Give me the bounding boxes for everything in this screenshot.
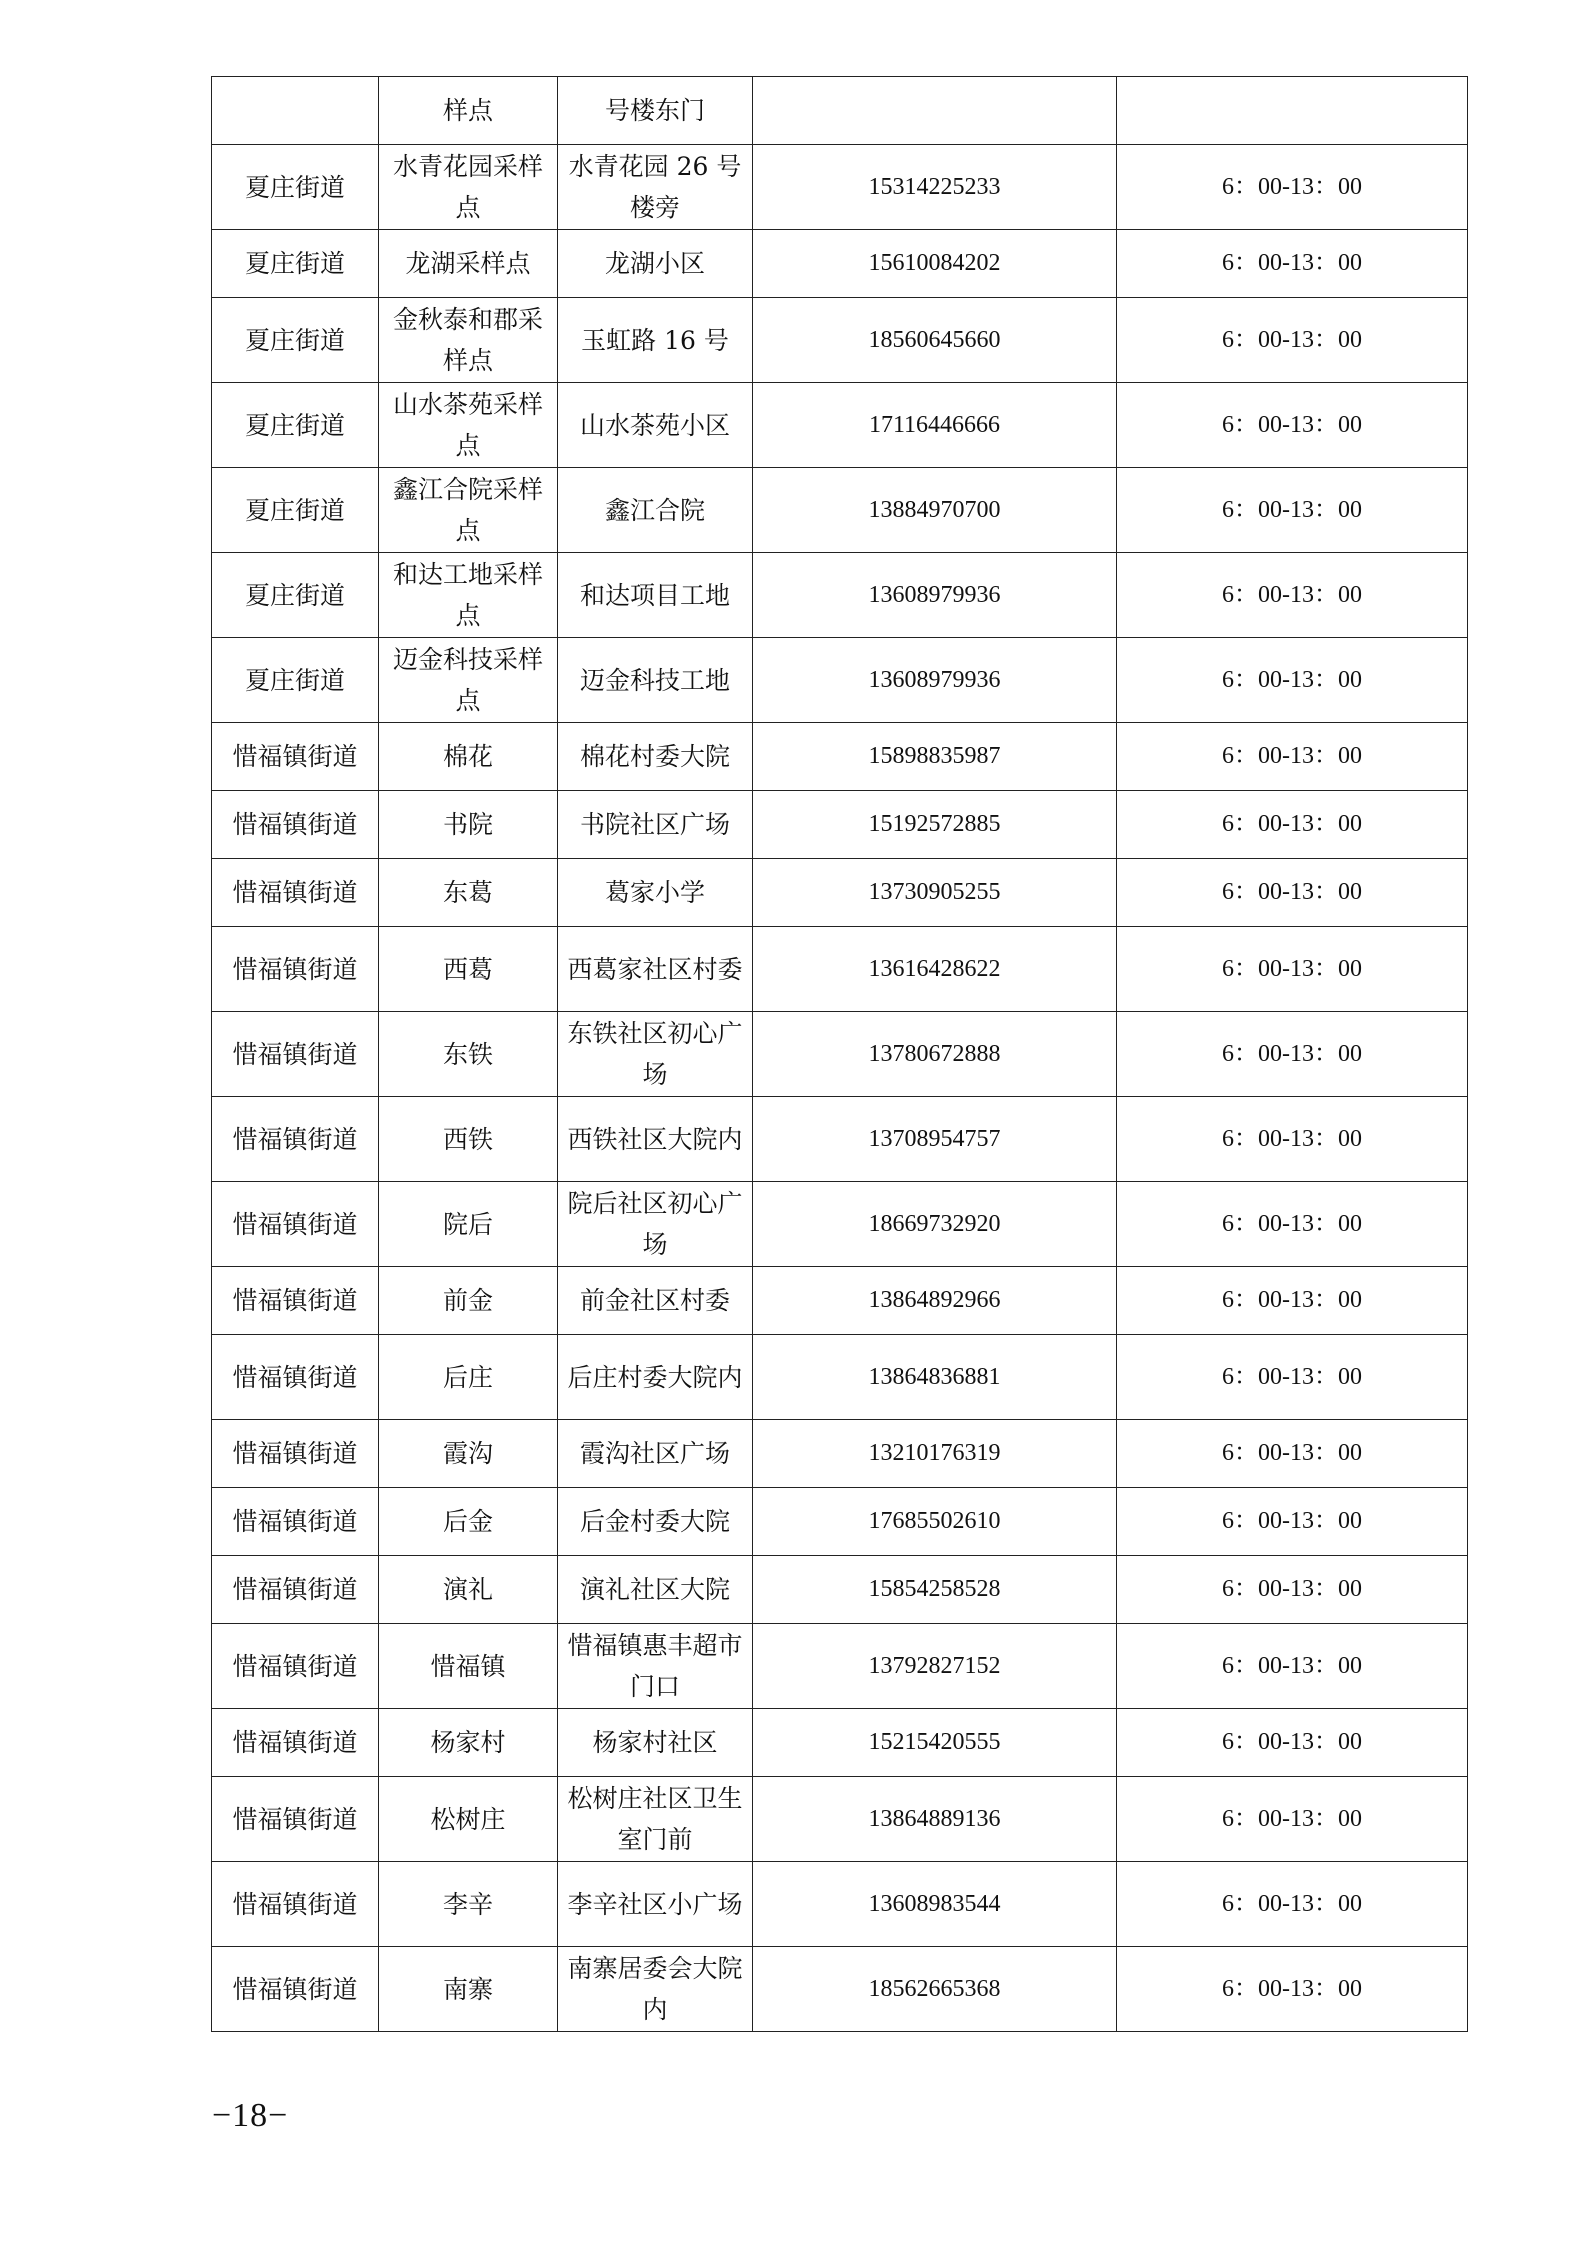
sampling-point-cell: 东葛 [379,859,558,927]
phone-cell: 17685502610 [753,1488,1117,1556]
address-cell: 后庄村委大院内 [558,1335,753,1420]
street-cell: 夏庄街道 [212,383,379,468]
address-cell: 杨家村社区 [558,1709,753,1777]
phone-cell: 13608979936 [753,553,1117,638]
sampling-points-table [211,76,1468,2032]
street-cell: 惜福镇街道 [212,1420,379,1488]
street-cell: 夏庄街道 [212,298,379,383]
address-cell: 院后社区初心广场 [558,1182,753,1267]
sampling-point-cell: 样点 [379,77,558,145]
phone-cell: 15610084202 [753,230,1117,298]
sampling-point-cell: 和达工地采样点 [379,553,558,638]
hours-cell: 6：00-13：00 [1117,791,1468,859]
phone-cell: 18560645660 [753,298,1117,383]
address-cell: 鑫江合院 [558,468,753,553]
sampling-point-cell: 迈金科技采样点 [379,638,558,723]
phone-cell: 15898835987 [753,723,1117,791]
sampling-point-cell: 西葛 [379,927,558,1012]
address-cell: 演礼社区大院 [558,1556,753,1624]
table-row [212,1777,1468,1862]
sampling-point-cell: 惜福镇 [379,1624,558,1709]
address-cell: 李辛社区小广场 [558,1862,753,1947]
table-row [212,230,1468,298]
hours-cell: 6：00-13：00 [1117,1862,1468,1947]
phone-cell: 18669732920 [753,1182,1117,1267]
sampling-point-cell: 棉花 [379,723,558,791]
table-row [212,859,1468,927]
street-cell: 惜福镇街道 [212,859,379,927]
table-row [212,468,1468,553]
table-row [212,638,1468,723]
street-cell: 惜福镇街道 [212,1335,379,1420]
street-cell: 惜福镇街道 [212,1012,379,1097]
address-cell: 松树庄社区卫生室门前 [558,1777,753,1862]
phone-cell: 15314225233 [753,145,1117,230]
table-row [212,1097,1468,1182]
address-cell: 南寨居委会大院内 [558,1947,753,2032]
sampling-point-cell: 书院 [379,791,558,859]
hours-cell: 6：00-13：00 [1117,1947,1468,2032]
address-cell: 玉虹路 16 号 [558,298,753,383]
hours-cell: 6：00-13：00 [1117,1420,1468,1488]
street-cell: 惜福镇街道 [212,1709,379,1777]
address-cell: 山水茶苑小区 [558,383,753,468]
hours-cell: 6：00-13：00 [1117,1624,1468,1709]
street-cell: 夏庄街道 [212,553,379,638]
address-cell: 龙湖小区 [558,230,753,298]
street-cell: 惜福镇街道 [212,1097,379,1182]
phone-cell: 13608979936 [753,638,1117,723]
table-row [212,791,1468,859]
table-row [212,1862,1468,1947]
table-row [212,77,1468,145]
address-cell: 棉花村委大院 [558,723,753,791]
sampling-point-cell: 东铁 [379,1012,558,1097]
street-cell: 惜福镇街道 [212,1488,379,1556]
table-row [212,1267,1468,1335]
sampling-point-cell: 龙湖采样点 [379,230,558,298]
page-number: −18− [212,2097,289,2134]
hours-cell: 6：00-13：00 [1117,1777,1468,1862]
hours-cell: 6：00-13：00 [1117,927,1468,1012]
address-cell: 葛家小学 [558,859,753,927]
table-row [212,1012,1468,1097]
hours-cell: 6：00-13：00 [1117,638,1468,723]
hours-cell: 6：00-13：00 [1117,859,1468,927]
hours-cell: 6：00-13：00 [1117,1097,1468,1182]
sampling-point-cell: 水青花园采样点 [379,145,558,230]
table-row [212,1182,1468,1267]
hours-cell: 6：00-13：00 [1117,1709,1468,1777]
phone-cell: 13864889136 [753,1777,1117,1862]
address-cell: 东铁社区初心广场 [558,1012,753,1097]
hours-cell: 6：00-13：00 [1117,298,1468,383]
sampling-point-cell: 后金 [379,1488,558,1556]
street-cell: 夏庄街道 [212,638,379,723]
address-cell: 迈金科技工地 [558,638,753,723]
table-row [212,1335,1468,1420]
phone-cell: 13608983544 [753,1862,1117,1947]
table-row [212,1709,1468,1777]
sampling-point-cell: 山水茶苑采样点 [379,383,558,468]
sampling-point-cell: 院后 [379,1182,558,1267]
hours-cell: 6：00-13：00 [1117,230,1468,298]
sampling-point-cell: 南寨 [379,1947,558,2032]
sampling-point-cell: 松树庄 [379,1777,558,1862]
table-body [212,77,1468,2032]
hours-cell: 6：00-13：00 [1117,1182,1468,1267]
table-row [212,1556,1468,1624]
street-cell: 夏庄街道 [212,230,379,298]
table-row [212,145,1468,230]
hours-cell: 6：00-13：00 [1117,723,1468,791]
table-row [212,927,1468,1012]
phone-cell: 13730905255 [753,859,1117,927]
phone-cell: 15192572885 [753,791,1117,859]
street-cell: 惜福镇街道 [212,1947,379,2032]
sampling-point-cell: 前金 [379,1267,558,1335]
table-row [212,298,1468,383]
hours-cell: 6：00-13：00 [1117,383,1468,468]
table-row [212,723,1468,791]
phone-cell: 13210176319 [753,1420,1117,1488]
table-row [212,383,1468,468]
phone-cell: 13780672888 [753,1012,1117,1097]
sampling-point-cell: 后庄 [379,1335,558,1420]
street-cell: 惜福镇街道 [212,723,379,791]
hours-cell: 6：00-13：00 [1117,1267,1468,1335]
street-cell: 惜福镇街道 [212,1182,379,1267]
hours-cell: 6：00-13：00 [1117,553,1468,638]
phone-cell: 13792827152 [753,1624,1117,1709]
street-cell: 惜福镇街道 [212,791,379,859]
hours-cell [1117,77,1468,145]
street-cell: 惜福镇街道 [212,1267,379,1335]
address-cell: 霞沟社区广场 [558,1420,753,1488]
table-row [212,553,1468,638]
address-cell: 书院社区广场 [558,791,753,859]
hours-cell: 6：00-13：00 [1117,145,1468,230]
address-cell: 西葛家社区村委 [558,927,753,1012]
address-cell: 惜福镇惠丰超市门口 [558,1624,753,1709]
phone-cell: 17116446666 [753,383,1117,468]
address-cell: 前金社区村委 [558,1267,753,1335]
street-cell [212,77,379,145]
phone-cell: 15854258528 [753,1556,1117,1624]
address-cell: 后金村委大院 [558,1488,753,1556]
sampling-point-cell: 演礼 [379,1556,558,1624]
sampling-point-cell: 霞沟 [379,1420,558,1488]
address-cell: 和达项目工地 [558,553,753,638]
hours-cell: 6：00-13：00 [1117,1556,1468,1624]
phone-cell: 13616428622 [753,927,1117,1012]
address-cell: 西铁社区大院内 [558,1097,753,1182]
phone-cell: 15215420555 [753,1709,1117,1777]
address-cell: 号楼东门 [558,77,753,145]
phone-cell: 13864892966 [753,1267,1117,1335]
phone-cell: 18562665368 [753,1947,1117,2032]
hours-cell: 6：00-13：00 [1117,1335,1468,1420]
address-cell: 水青花园 26 号楼旁 [558,145,753,230]
table-row [212,1947,1468,2032]
table-row [212,1420,1468,1488]
table-row [212,1488,1468,1556]
sampling-point-cell: 李辛 [379,1862,558,1947]
sampling-point-cell: 西铁 [379,1097,558,1182]
sampling-point-cell: 鑫江合院采样点 [379,468,558,553]
phone-cell: 13708954757 [753,1097,1117,1182]
street-cell: 惜福镇街道 [212,1556,379,1624]
phone-cell: 13864836881 [753,1335,1117,1420]
street-cell: 惜福镇街道 [212,1624,379,1709]
street-cell: 夏庄街道 [212,145,379,230]
street-cell: 夏庄街道 [212,468,379,553]
hours-cell: 6：00-13：00 [1117,1012,1468,1097]
sampling-point-cell: 金秋泰和郡采样点 [379,298,558,383]
hours-cell: 6：00-13：00 [1117,468,1468,553]
phone-cell [753,77,1117,145]
hours-cell: 6：00-13：00 [1117,1488,1468,1556]
street-cell: 惜福镇街道 [212,927,379,1012]
street-cell: 惜福镇街道 [212,1862,379,1947]
table-row [212,1624,1468,1709]
phone-cell: 13884970700 [753,468,1117,553]
street-cell: 惜福镇街道 [212,1777,379,1862]
sampling-point-cell: 杨家村 [379,1709,558,1777]
